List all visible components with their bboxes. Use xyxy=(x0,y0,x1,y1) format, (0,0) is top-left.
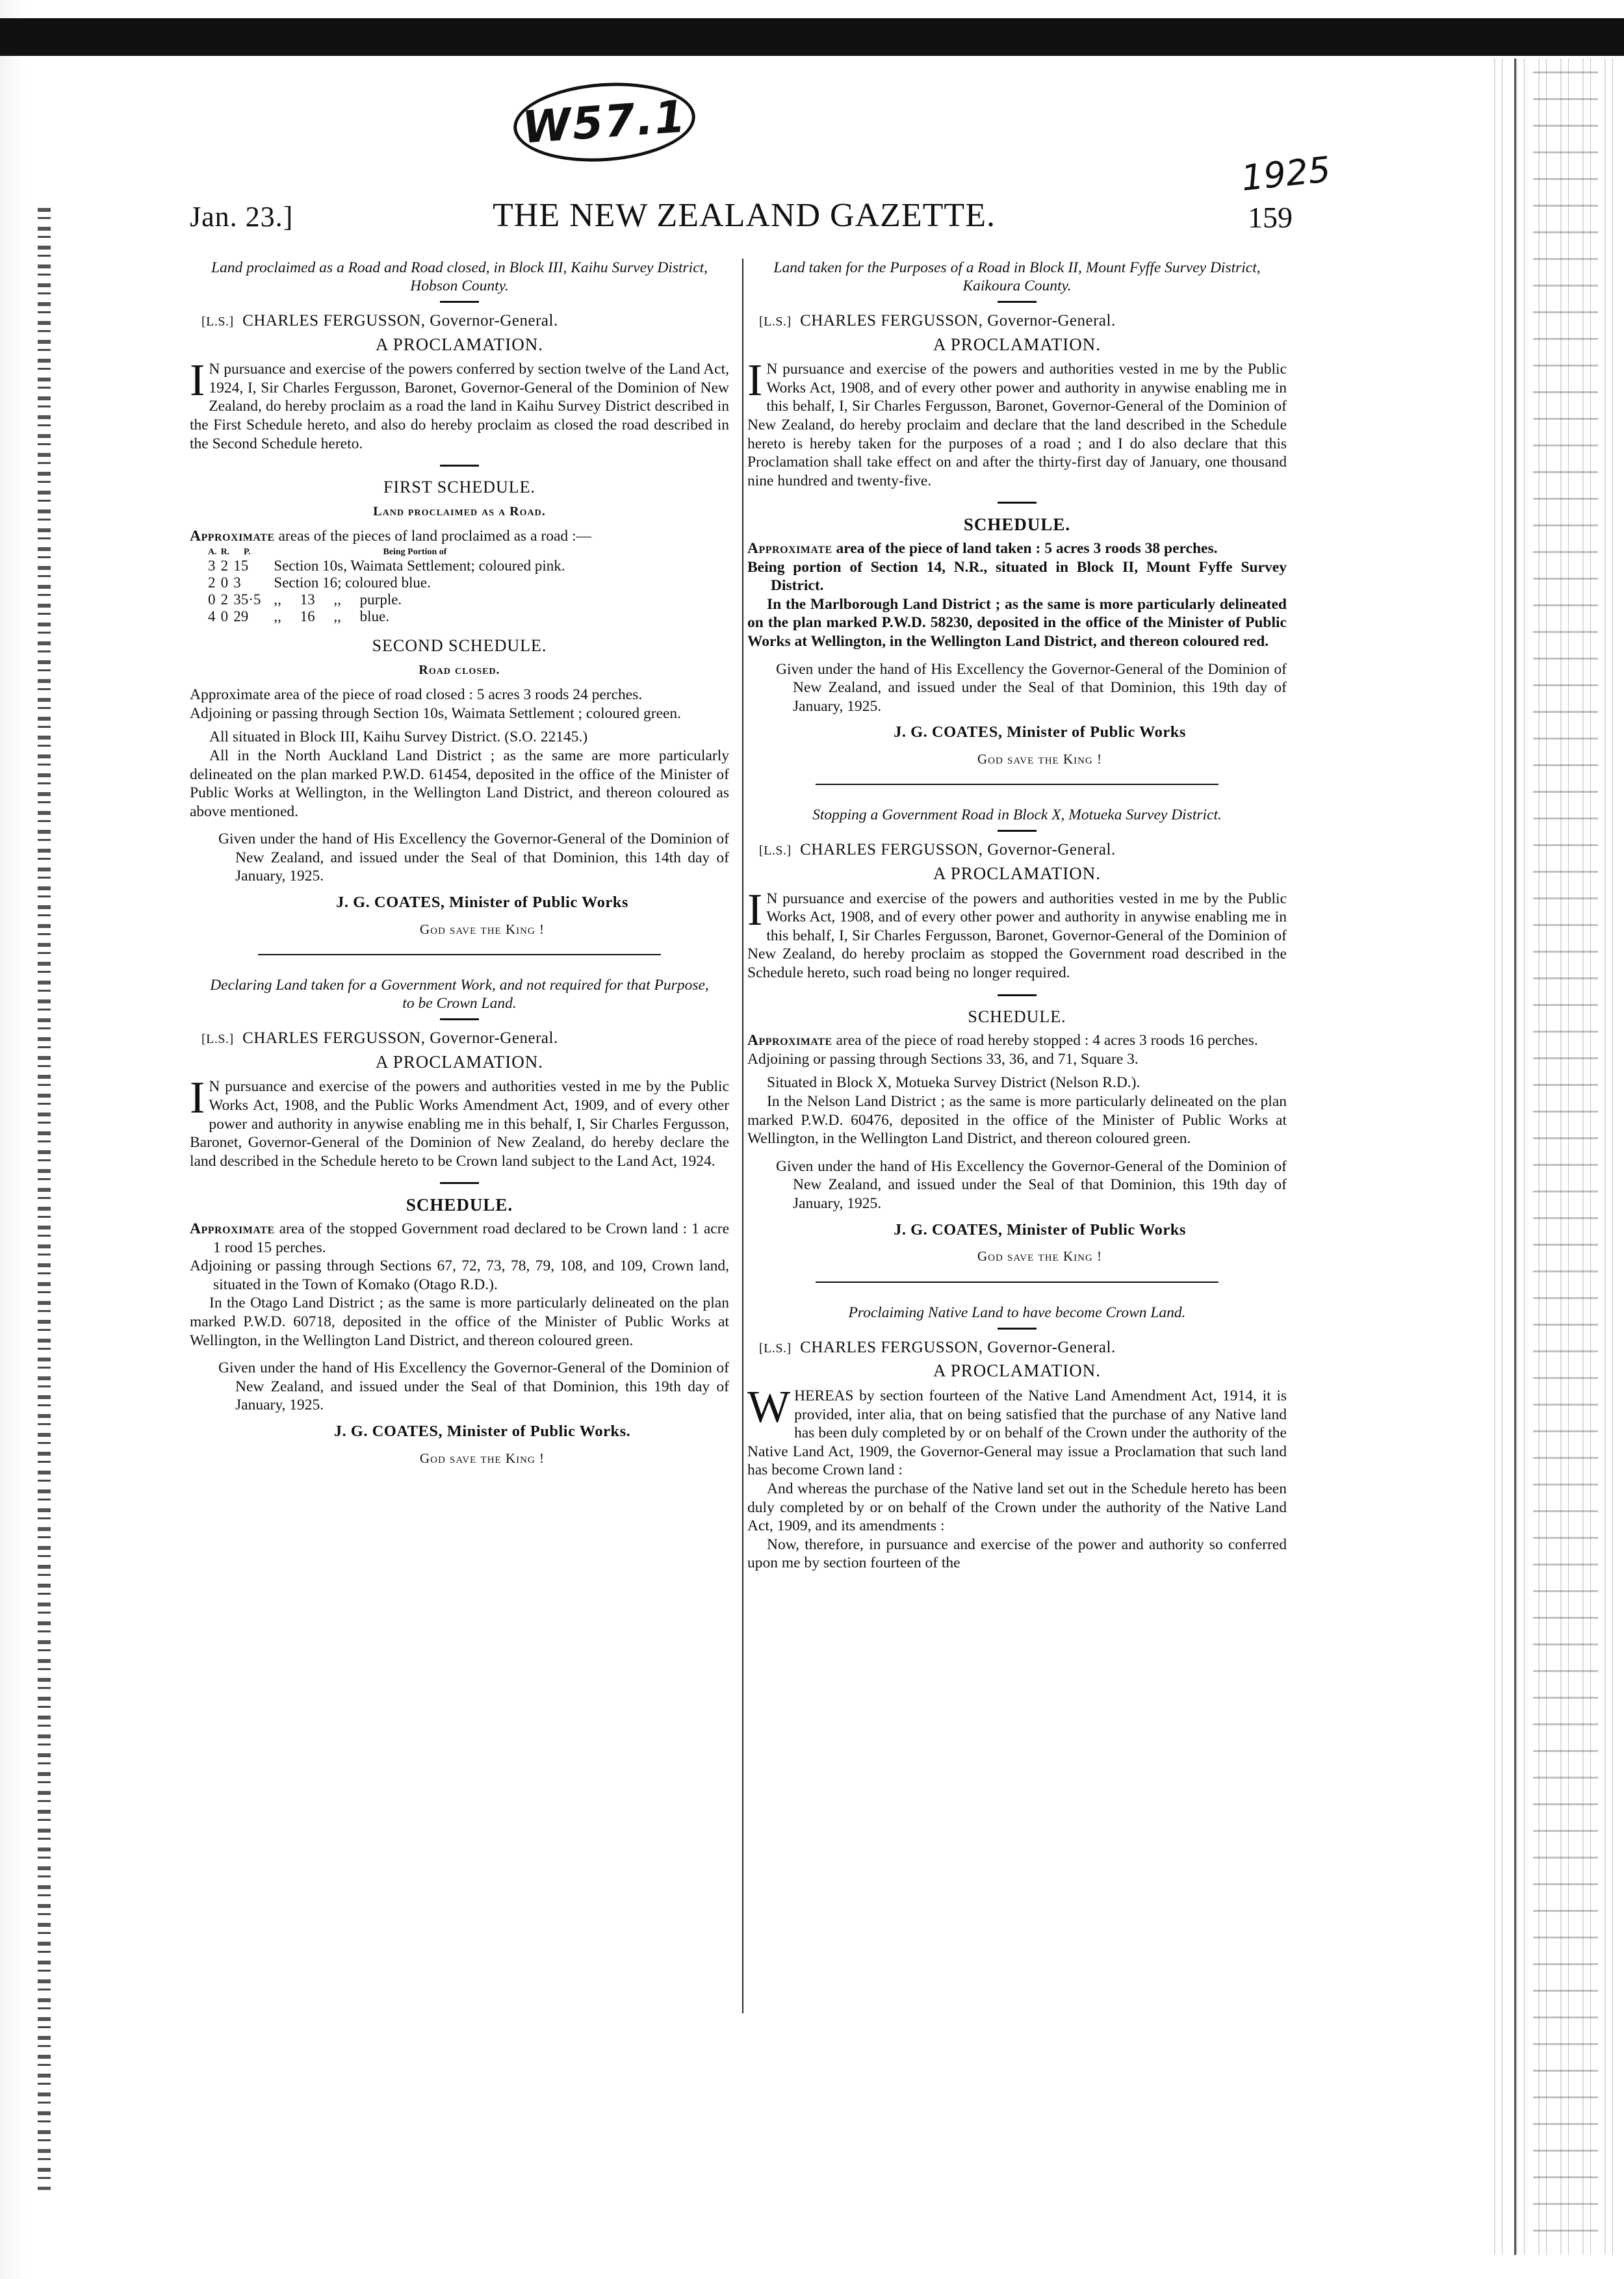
rule xyxy=(998,301,1037,303)
second-schedule-title: SECOND SCHEDULE. xyxy=(372,636,547,655)
proclamation-text: N pursuance and exercise of the powers and authorities vested in me by the Public Works Act, 1908, and of every other power and authority in anywise enabling me in this behalf, I, Sir Charles Fergusson, Baronet, Governor-General of the Dominion of New Zealand, do hereby proclaim as stopped the Government road described in the Schedule hereto, such road being no longer required. xyxy=(747,890,1287,982)
notice-heading: Declaring Land taken for a Government Work, and not required for that Purpose, to be Crown Land. xyxy=(210,977,709,1012)
governor-name: CHARLES FERGUSSON, Governor-General. xyxy=(800,1338,1116,1356)
schedule-line: Situated in Block X, Motueka Survey District (Nelson R.D.). xyxy=(767,1074,1141,1092)
proclamation-body xyxy=(747,884,1287,983)
seal-mark: [L.S.] xyxy=(759,1341,792,1356)
cell-acres: 3 xyxy=(208,557,216,574)
approx-text: area of the piece of land taken : 5 acres 3 roods 38 perches. xyxy=(836,539,1218,557)
rule xyxy=(440,1018,479,1020)
approx-text: areas of the pieces of land proclaimed as a road :— xyxy=(278,528,592,545)
cell-roods: 0 xyxy=(220,608,229,624)
proclamation-body xyxy=(190,1073,729,1170)
notice-motueka-road xyxy=(747,806,1287,1265)
drop-cap: I xyxy=(747,884,763,935)
proclamation-body xyxy=(747,1382,1287,1480)
page-number: 159 xyxy=(1248,201,1293,234)
table-row xyxy=(208,608,569,625)
rule xyxy=(440,301,479,303)
scan-left-edge xyxy=(0,0,62,2279)
given-under-hand: Given under the hand of His Excellency the Governor-General of the Dominion of New Zealand, and issued under the Seal of that Dominion, this 14th day of January, 1925. xyxy=(218,830,729,885)
governor-name: CHARLES FERGUSSON, Governor-General. xyxy=(242,1029,558,1048)
cell-acres: 0 xyxy=(208,591,216,608)
proclamation-text: N pursuance and exercise of the powers and authorities vested in me by the Public Works Act, 1908, and of every other power and authority in anywise enabling me in this behalf, I, Sir Charles Fergusson, Baronet, Governor-General of the Dominion of New Zealand, do hereby proclaim and declare that the land described in the Schedule hereto is hereby taken for the purposes of a road ; and I do also declare that this Proclamation shall take effect on and after the thirty-first day of January, one thousand nine hundred and twenty-five. xyxy=(747,361,1287,489)
cell-description: ,, 16 ,, blue. xyxy=(274,608,390,624)
col-perches: P. xyxy=(243,547,251,557)
notice-heading: Land proclaimed as a Road and Road closed, in Block III, Kaihu Survey District, Hobson County. xyxy=(211,259,708,294)
governor-name: CHARLES FERGUSSON, Governor-General. xyxy=(242,312,558,329)
notice-heading: Stopping a Government Road in Block X, Motueka Survey District. xyxy=(812,806,1222,824)
governor-line xyxy=(759,312,1287,331)
seal-mark: [L.S.] xyxy=(759,315,792,329)
seal-mark: [L.S.] xyxy=(759,843,792,858)
cell-roods: 2 xyxy=(220,591,229,608)
proclamation-body xyxy=(190,355,729,453)
god-save-the-king: God save the King ! xyxy=(977,1248,1103,1265)
approx-text: area of the piece of road hereby stopped : 4 acres 3 roods 16 perches. xyxy=(836,1032,1258,1049)
rule xyxy=(998,1328,1037,1330)
areas-header-row xyxy=(208,547,569,558)
proclamation-title: A PROCLAMATION. xyxy=(933,864,1102,884)
given-under-hand: Given under the hand of His Excellency the Governor-General of the Dominion of New Zealand, and issued under the Seal of that Dominion, this 19th day of January, 1925. xyxy=(218,1359,729,1414)
first-schedule-subtitle: Land proclaimed as a Road. xyxy=(373,504,546,519)
schedule-line xyxy=(747,539,1287,558)
schedule-line: Approximate area of the piece of road closed : 5 acres 3 roods 24 perches. xyxy=(190,686,643,704)
god-save-the-king: God save the King ! xyxy=(977,751,1103,767)
proclamation-body xyxy=(747,355,1287,490)
drop-cap: I xyxy=(747,355,763,406)
whereas-paragraph: And whereas the purchase of the Native land set out in the Schedule hereto has been duly completed by or on behalf of the Crown under the authority of the Native Land Act, 1909, and its amendments : xyxy=(747,1480,1287,1535)
archive-stamp: W57.1 xyxy=(511,77,698,167)
rule xyxy=(440,1182,479,1184)
table-row xyxy=(208,574,569,591)
rule xyxy=(998,830,1037,832)
table-row xyxy=(208,591,569,608)
rule xyxy=(440,465,479,467)
minister-signature: J. G. COATES, Minister of Public Works xyxy=(336,894,628,912)
schedule-line: Adjoining or passing through Sections 33, 36, and 71, Square 3. xyxy=(747,1050,1139,1068)
cell-description: ,, 13 ,, purple. xyxy=(274,591,402,608)
page-title: THE NEW ZEALAND GAZETTE. xyxy=(493,197,996,234)
governor-name: CHARLES FERGUSSON, Governor-General. xyxy=(800,312,1116,329)
first-schedule-title: FIRST SCHEDULE. xyxy=(383,478,536,497)
schedule-title: SCHEDULE. xyxy=(968,1007,1066,1026)
schedule-line: Adjoining or passing through Sections 67, 72, 73, 78, 79, 108, and 109, Crown land, situated in the Town of Komako (Otago R.D.). xyxy=(190,1257,729,1293)
notice-mount-fyffe-road xyxy=(747,259,1287,768)
governor-line xyxy=(201,312,729,331)
col-roods: R. xyxy=(220,547,230,557)
god-save-the-king: God save the King ! xyxy=(419,921,545,937)
approx-areas-line xyxy=(190,527,729,546)
notice-komako-crown-land xyxy=(190,976,729,1467)
schedule-line: In the Nelson Land District ; as the same is more particularly delineated on the plan marked P.W.D. 60476, deposited in the office of the Minister of Public Works at Wellington, in the Wellington Land District, and thereon coloured green. xyxy=(747,1093,1287,1148)
proclamation-title: A PROCLAMATION. xyxy=(375,1051,544,1072)
section-separator xyxy=(816,1281,1218,1283)
schedule-line: All situated in Block III, Kaihu Survey District. (S.O. 22145.) xyxy=(209,728,588,746)
cell-acres: 2 xyxy=(208,574,216,591)
proclamation-text: N pursuance and exercise of the powers and authorities vested in me by the Public Works Act, 1908, and the Public Works Amendment Act, 1909, and of every other power and authority in anywise enabling me in this behalf, I, Sir Charles Fergusson, Baronet, Governor-General of the Dominion of New Zealand, do hereby declare the land described in the Schedule hereto to be Crown land subject to the Land Act, 1924. xyxy=(190,1078,729,1170)
notice-heading: Proclaiming Native Land to have become Crown Land. xyxy=(848,1304,1186,1321)
notice-heading: Land taken for the Purposes of a Road in Block II, Mount Fyffe Survey District, Kaikoura County. xyxy=(773,259,1261,294)
drop-cap: I xyxy=(190,355,205,406)
proclamation-title: A PROCLAMATION. xyxy=(933,1361,1102,1381)
second-schedule-subtitle: Road closed. xyxy=(419,662,500,677)
schedule-title: SCHEDULE. xyxy=(406,1195,513,1215)
cell-description: Section 16; coloured blue. xyxy=(274,574,431,591)
schedule-line xyxy=(747,1031,1287,1050)
minister-signature: J. G. COATES, Minister of Public Works xyxy=(894,723,1186,741)
cell-roods: 2 xyxy=(220,557,229,574)
left-column xyxy=(190,259,729,1467)
cell-acres: 4 xyxy=(208,608,216,624)
proclamation-title: A PROCLAMATION. xyxy=(933,334,1102,354)
cell-perches: 3 xyxy=(233,574,241,591)
section-separator xyxy=(816,784,1218,785)
approx-lead: Approximate xyxy=(190,1220,275,1237)
drop-cap: W xyxy=(747,1382,791,1432)
areas-table xyxy=(208,547,569,625)
schedule-line: In the Otago Land District ; as the same is more particularly delineated on the plan marked P.W.D. 60718, deposited in the office of the Minister of Public Works at Wellington, in the Wellington Land District, and thereon coloured green. xyxy=(190,1294,729,1349)
approx-lead: Approximate xyxy=(747,1032,832,1049)
handwritten-year: 1925 xyxy=(1239,148,1333,200)
cell-roods: 0 xyxy=(220,574,229,591)
spacer xyxy=(190,723,729,728)
schedule-line: Being portion of Section 14, N.R., situated in Block II, Mount Fyffe Survey District. xyxy=(747,558,1287,595)
cell-perches: 35·5 xyxy=(233,591,261,608)
proclamation-title: A PROCLAMATION. xyxy=(375,334,544,354)
cell-perches: 15 xyxy=(233,557,249,574)
minister-signature: J. G. COATES, Minister of Public Works xyxy=(894,1220,1186,1239)
governor-line xyxy=(759,1339,1287,1358)
column-divider xyxy=(742,259,743,2013)
section-separator xyxy=(258,954,661,955)
rule xyxy=(998,502,1037,504)
governor-line xyxy=(201,1029,729,1049)
now-therefore-paragraph: Now, therefore, in pursuance and exercise of the power and authority so conferred upon me by section fourteen of the xyxy=(747,1536,1287,1572)
schedule-line: In the Marlborough Land District ; as the same is more particularly delineated on the plan marked P.W.D. 58230, deposited in the office of the Minister of Public Works at Wellington, in the Wellington Land District, and thereon coloured red. xyxy=(747,595,1287,650)
god-save-the-king: God save the King ! xyxy=(419,1450,545,1466)
col-acres: A. xyxy=(208,547,217,557)
notice-native-land xyxy=(747,1304,1287,1573)
approx-lead: Approximate xyxy=(747,539,832,557)
governor-line xyxy=(759,841,1287,860)
rule xyxy=(998,994,1037,996)
minister-signature: J. G. COATES, Minister of Public Works. xyxy=(333,1422,631,1440)
schedule-line: Adjoining or passing through Section 10s, Waimata Settlement ; coloured green. xyxy=(190,704,682,722)
scan-top-bar xyxy=(0,18,1624,56)
table-row xyxy=(208,558,569,574)
proclamation-text: N pursuance and exercise of the powers conferred by section twelve of the Land Act, 1924, I, Sir Charles Fergusson, Baronet, Governor-General of the Dominion of New Zealand, do hereby proclaim as a road the land in Kaihu Survey District described in the First Schedule hereto, and also do hereby proclaim as closed the road described in the Second Schedule hereto. xyxy=(190,361,729,452)
notice-kaihu-road xyxy=(190,259,729,938)
proclamation-text: HEREAS by section fourteen of the Native Land Amendment Act, 1914, it is provided, inter alia, that on being satisfied that the purchase of any Native land has been duly completed by or on behalf of the Crown under the authority of the Native Land Act, 1909, the Governor-General may issue a Proclamation that such land has become Crown land : xyxy=(747,1387,1287,1479)
cell-description: Section 10s, Waimata Settlement; coloured pink. xyxy=(274,557,565,574)
right-column xyxy=(747,259,1287,1573)
spacer xyxy=(747,1068,1287,1074)
col-being-portion: Being Portion of xyxy=(383,547,447,557)
schedule-line: All in the North Auckland Land District ; as the same are more particularly delineated on the plan marked P.W.D. 61454, deposited in the office of the Minister of Public Works at Wellington, in the Wellington Land District, and thereon coloured as above mentioned. xyxy=(190,747,729,820)
drop-cap: I xyxy=(190,1073,205,1124)
governor-name: CHARLES FERGUSSON, Governor-General. xyxy=(800,841,1116,859)
scan-binding-line xyxy=(1514,58,1516,2255)
approx-lead: Approximate xyxy=(190,528,275,545)
seal-mark: [L.S.] xyxy=(201,315,234,329)
cell-perches: 29 xyxy=(233,608,249,624)
page-date: Jan. 23.] xyxy=(190,201,294,233)
approx-text: area of the stopped Government road declared to be Crown land : 1 acre 1 rood 15 perches. xyxy=(213,1220,729,1256)
scan-right-edge xyxy=(1488,58,1624,2255)
schedule-line xyxy=(190,1220,729,1257)
given-under-hand: Given under the hand of His Excellency the Governor-General of the Dominion of New Zealand, and issued under the Seal of that Dominion, this 19th day of January, 1925. xyxy=(776,1157,1287,1212)
seal-mark: [L.S.] xyxy=(201,1032,234,1047)
given-under-hand: Given under the hand of His Excellency the Governor-General of the Dominion of New Zealand, and issued under the Seal of that Dominion, this 19th day of January, 1925. xyxy=(776,660,1287,715)
schedule-title: SCHEDULE. xyxy=(963,515,1071,535)
